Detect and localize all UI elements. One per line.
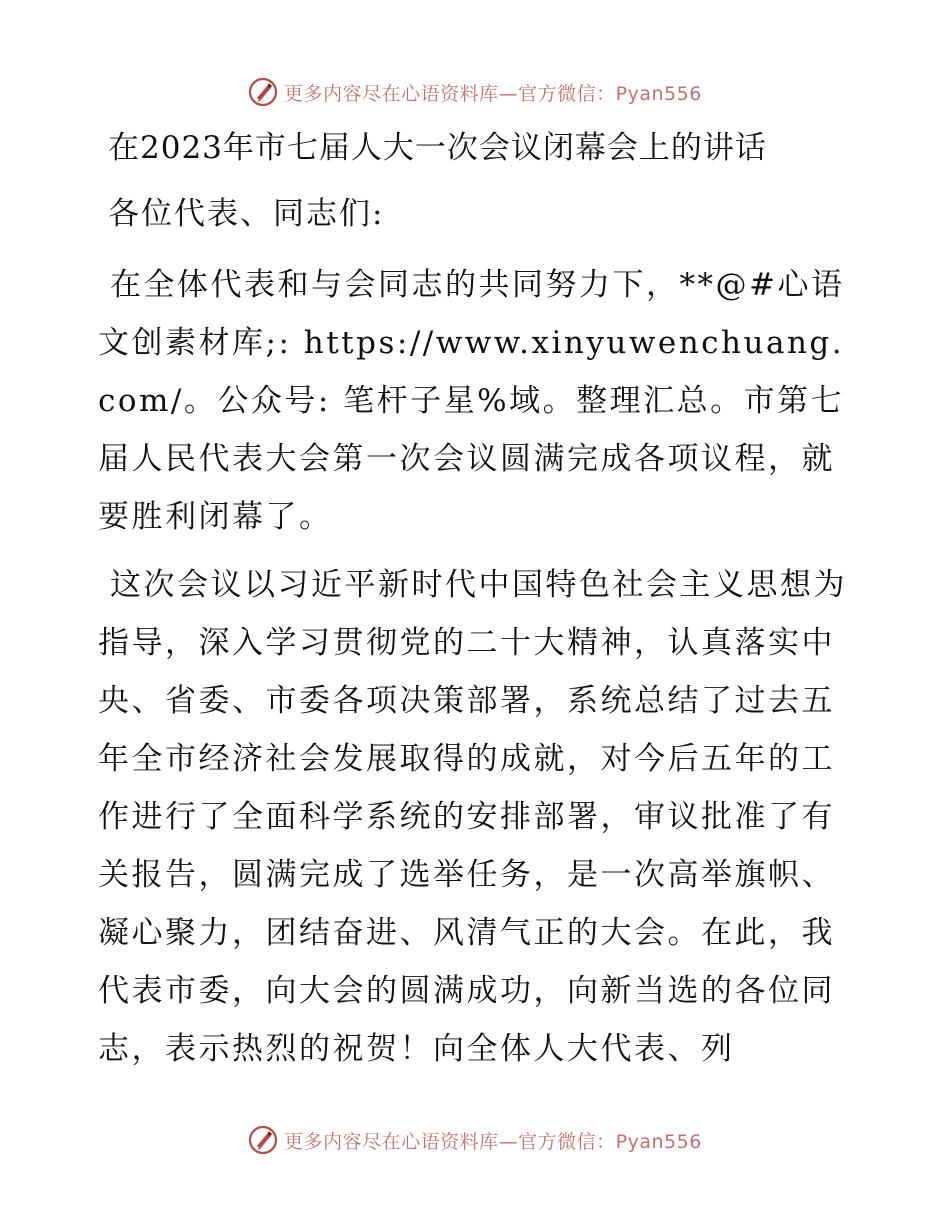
document-body: [98, 122, 850, 1088]
watermark-text: 更多内容尽在心语资料库—官方微信：Pyan556: [284, 1130, 702, 1153]
paragraph: [98, 256, 850, 546]
pen-logo-icon: [248, 1125, 278, 1155]
paragraph-text: 这次会议以习近平新时代中国特色社会主义思想为指导，深入学习贯彻党的二十大精神，认真落实中央、省委、市委各项决策部署，系统总结了过去五年全市经济社会发展取得的成就，对今后五年的工作进行了全面科学系统的安排部署，审议批准了有关报告，圆满完成了选举任务，是一次高举旗帜、凝心聚力，团结奋进、风清气正的大会。在此，我代表市委，向大会的圆满成功，向新当选的各位同志，表示热烈的祝贺！向全体人大代表、列: [98, 567, 847, 1067]
paragraph: [98, 556, 850, 1078]
salutation: 各位代表、同志们:: [108, 196, 385, 232]
watermark-text: 更多内容尽在心语资料库—官方微信：Pyan556: [284, 82, 702, 105]
pen-logo-icon: [248, 77, 278, 107]
paragraph-text: 在全体代表和与会同志的共同努力下，**@#心语文创素材库;: https://www.xinyuwenchuang.com/。公众号: 笔杆子星%域。整理汇总。市第七届人民代表大会第一次会议圆满完成各项议程，就要胜利闭幕了。: [98, 267, 845, 535]
document-title: 在2023年市七届人大一次会议闭幕会上的讲话: [108, 130, 767, 166]
footer-watermark: [0, 1120, 950, 1160]
header-watermark: [0, 72, 950, 112]
